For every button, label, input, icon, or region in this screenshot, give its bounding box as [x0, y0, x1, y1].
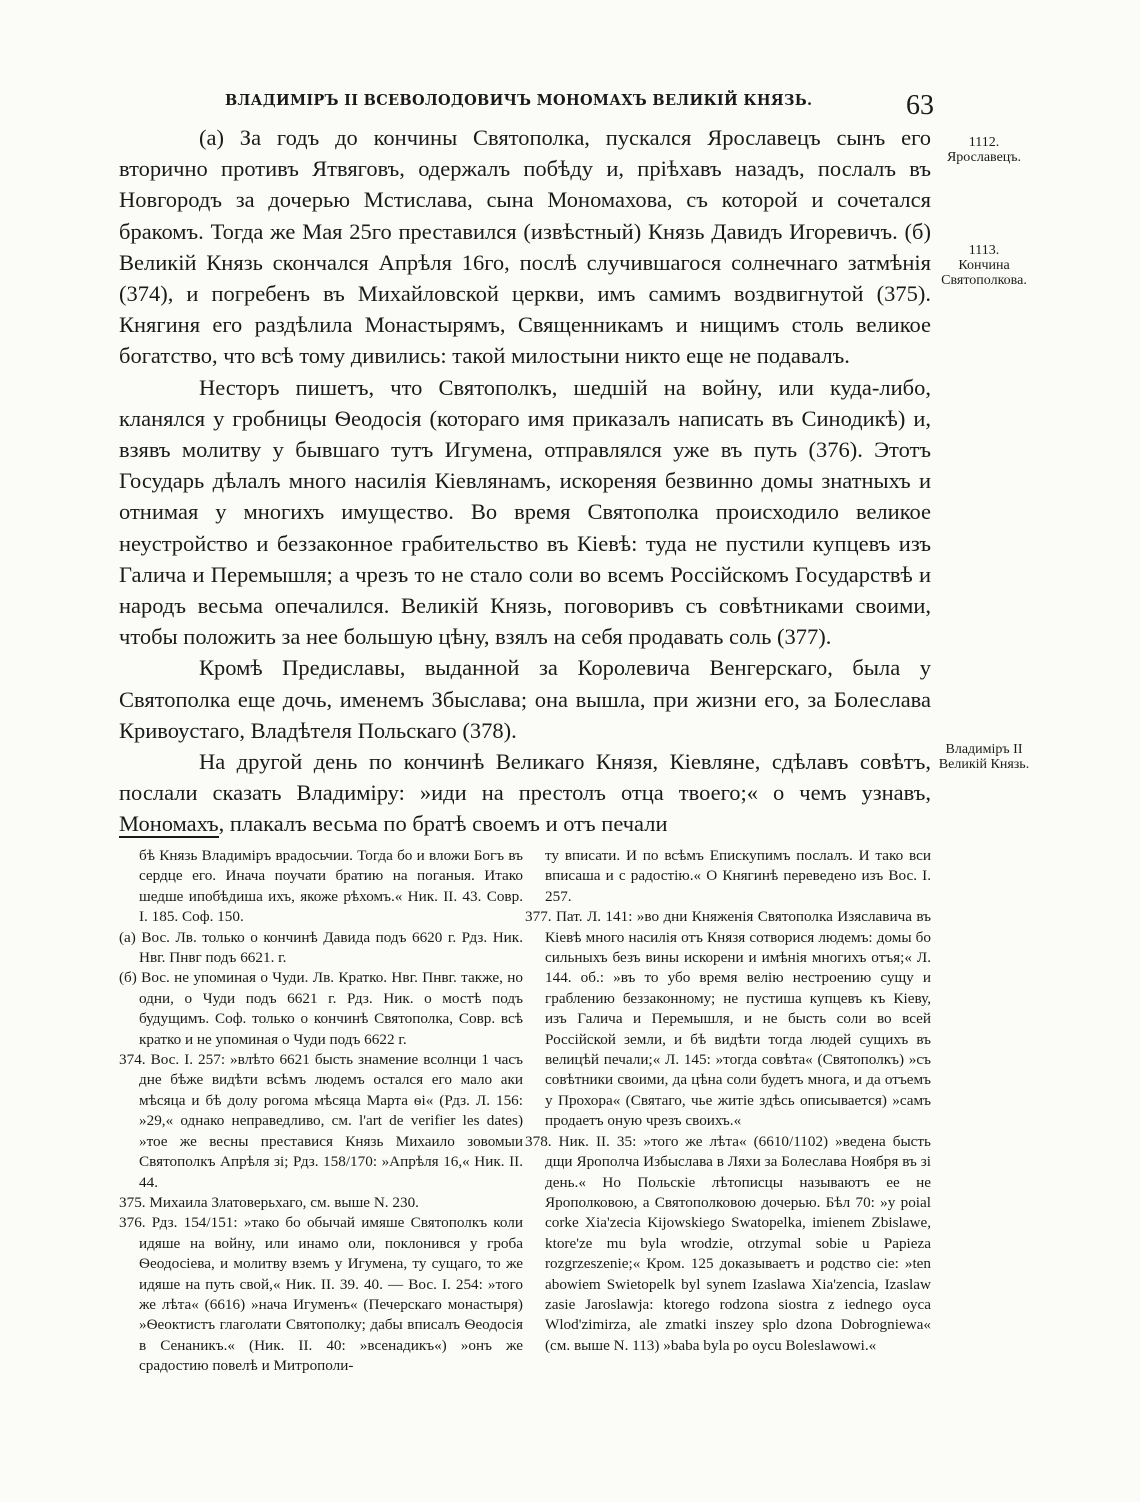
main-text [119, 122, 931, 840]
footnote: бѣ Князь Владиміръ врадосьчии. Тогда бо и вложи Богъ въ сердце его. Инача поучати братию на поганыя. Итако шедше ипобѣдиша ихъ, якоже рѣхомъ.« Ник. II. 43. Сoвр. I. 185. Соф. 150. [139, 847, 523, 926]
footnote-divider [119, 836, 219, 838]
margin-note-1112 [934, 135, 1034, 165]
footnote: 378. Ник. II. 35: »того же лѣта« (6610/1102) »ведена бысть дщи Ярополча Избыслава в Ляхи за Болеслава Ноября въ зі день.« Но Польскіе лѣтописцы называютъ ее не Ярополковою, а Святополковою дочерью. Бѣл 70: »y poial corke Xia'zecia Kijowskiego Swatopelka, imienem Zbislawe, ktore'ze mu byla wrodzie, otrzymal sobie u Papieza rozgrzeszenie;« Кром. 125 доказываетъ и родство сіе: »ten abowiem Swietopelk byl synem Izaslawa Xia'zencia, Izaslaw zasie Jaroslawja: ktorego rodzona siostra z iednego oyca Wlod'zimirza, ale zmatki inszey splo dzona Dobrogniewa« (см. выше N. 113) »baba byla po oycu Boleslawowi.« [525, 1132, 931, 1354]
margin-note-text: Владиміръ II Великій Князь. [938, 742, 1030, 772]
footnote: ту вписати. И по всѣмъ Епискупимъ послалъ. И тако вси вписаша и с радостію.« О Княгинѣ переведено изъ Вос. I. 257. [545, 847, 931, 905]
margin-note-text: Ярославецъ. [946, 150, 1022, 165]
footnotes-left-column [119, 846, 523, 1377]
margin-note-vladimir [934, 742, 1034, 772]
footnote: (а) Вос. Лв. только о кончинѣ Давида подъ 6620 г. Рдз. Ник. Нвг. Пнвг подъ 6621. г. [119, 928, 523, 967]
margin-note-1113 [934, 243, 1034, 288]
footnote: 375. Михаила Златоверьхаго, см. выше N. 230. [119, 1193, 419, 1211]
footnote: 377. Пат. Л. 141: »во дни Княженія Святополка Изяславича въ Кіевѣ много насилія отъ Князя сотворися людемъ: домы бо сильныхъ безъ вины искорени и имѣнія многихъ отъя;« Л. 144. об.: »въ то убо время велію нестроению сущу и граблению беззаконному; не пустиша купцевъ къ Кіеву, изъ Галича и Перемышля, и не бысть соли во всей Россійской земли, и бѣ видѣти тогда людей сущихъ въ велицѣй печали;« Л. 145: »тогда совѣта« (Святополкъ) »съ совѣтники своими, да цѣна соли будетъ многа, и да отъемъ у Прохора« (Святаго, чье житіе здѣсь описывается) »самъ продаетъ оную чрезъ своихъ.« [525, 908, 931, 1130]
margin-note-text: Кончина Святополкова. [941, 258, 1027, 288]
paragraph: Кромѣ Предиславы, выданной за Королевича Венгерскаго, была у Святополка еще дочь, именемъ Збыслава; она вышла, при жизни его, за Болеслава Кривоустаго, Владѣтеля Польскаго (378). [119, 655, 931, 743]
running-title: ВЛАДИМІРЪ II ВСЕВОЛОДОВИЧЪ МОНОМАХЪ ВЕЛИКІЙ КНЯЗЬ. [225, 92, 813, 109]
footnotes-right-column [525, 846, 931, 1356]
footnote: 376. Рдз. 154/151: »тако бо обычай имяше Святополкъ коли идяше на войну, или инамо оли, поклонився у гроба Ѳеодосіева, и молитву вземъ у Игумена, ту сущаго, то же идяше на путь свой,« Ник. II. 39. 40. — Вос. I. 254: »того же лѣта« (6616) »нача Игуменъ« (Печерскаго монастыря) »Ѳеоктистъ глаголати Святополку; дабы вписалъ Ѳеодосія в Сенаникъ.« (Ник. II. 40: »всенадикъ«) »онъ же срадостию повелѣ и Митрополи- [119, 1214, 523, 1375]
margin-note-year: 1112. [968, 135, 1000, 150]
page-number: 63 [906, 90, 934, 121]
margin-note-year: 1113. [968, 243, 1000, 258]
footnote: 374. Вос. I. 257: »влѣто 6621 бысть знамение всолнци 1 часъ дне бѣже видѣти всѣмъ людемъ остался его мало аки мѣсяца и бѣ долу рогома мѣсяца Марта ѳі« (Рдз. Л. 156: »29,« однако неправедливо, см. l'art de verifier les dates) »тое же весны преставися Князь Михаило зовомыи Святополкъ Апрѣля зі; Рдз. 158/170: »Апрѣля 16,« Ник. II. 44. [119, 1051, 523, 1191]
footnote: (б) Вос. не упоминая о Чуди. Лв. Кратко. Нвг. Пнвг. также, но одни, о Чуди подъ 6621 г. Рдз. Ник. о мостѣ подъ будущимъ. Соф. только о кончинѣ Святополка, Совр. всѣ кратко и не упоминая о Чуди подъ 6622 г. [119, 969, 523, 1048]
paragraph: На другой день по кончинѣ Великаго Князя, Кіевляне, сдѣлавъ совѣтъ, послали сказать Владиміру: »иди на престолъ отца твоего;« о чемъ узнавъ, Мономахъ, плакалъ весьма по братѣ своемъ и отъ печали [119, 749, 931, 837]
paragraph: (а) За годъ до кончины Святополка, пускался Ярославецъ сынъ его вторично противъ Ятвяговъ, одержалъ побѣду и, пріѣхавъ назадъ, послалъ въ Новгородъ за дочерью Мстислава, сына Мономахова, съ которой и сочетался бракомъ. Тогда же Мая 25го преставился (извѣстный) Князь Давидъ Игоревичъ. (б) Великій Князь скончался Апрѣля 16го, послѣ случившагося солнечнаго затмѣнія (374), и погребенъ въ Михайловской церкви, имъ самимъ воздвигнутой (375). Княгиня его раздѣлила Монастырямъ, Священникамъ и нищимъ столь великое богатство, что всѣ тому дивились: такой милостыни никто еще не подавалъ. [119, 125, 931, 369]
paragraph: Несторъ пишетъ, что Святополкъ, шедшій на войну, или куда-либо, кланялся у гробницы Ѳеодосія (котораго имя приказалъ написать въ Синодикѣ) и, взявъ молитву у бывшаго тутъ Игумена, отправлялся уже въ путь (376). Этотъ Государь дѣлалъ много насилія Кіевлянамъ, искореняя безвинно домы знатныхъ и отнимая у многихъ имущество. Во время Святополка происходило великое неустройство и беззаконное грабительство въ Кіевѣ: туда не пустили купцевъ изъ Галича и Перемышля; а чрезъ то не стало соли во всемъ Россійскомъ Государствѣ и народъ весьма опечалился. Великій Князь, поговоривъ съ совѣтниками своими, чтобы положить за нее большую цѣну, взялъ на себя продавать соль (377). [119, 374, 931, 650]
